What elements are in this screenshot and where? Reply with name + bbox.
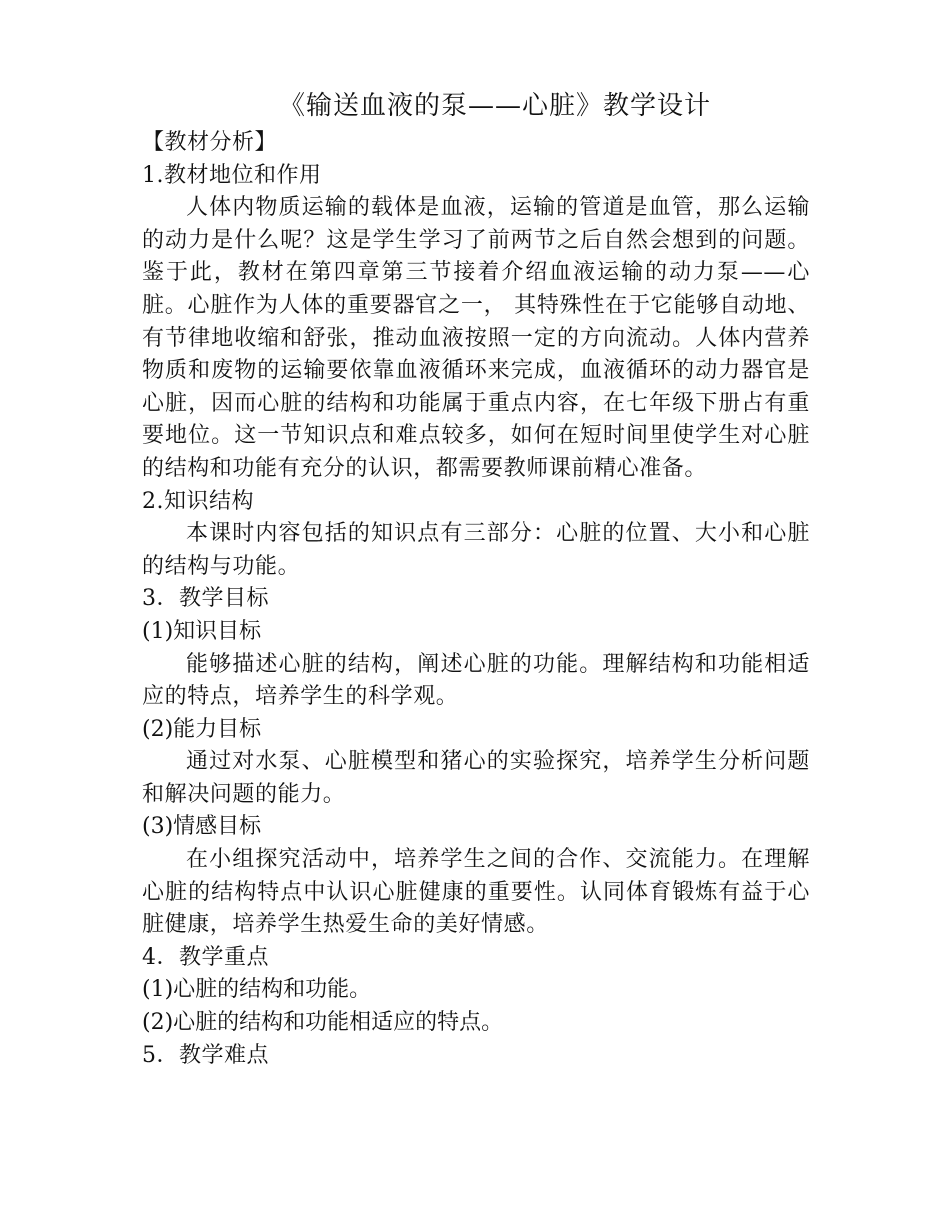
paragraph-position-role: 人体内物质运输的载体是血液，运输的管道是血管，那么运输的动力是什么呢？这是学生学习了前两节之后自然会想到的问题。鉴于此，教材在第四章第三节接着介绍血液运输的动力泵——心脏。心脏作为人体的重要器官之一， 其特殊性在于它能够自动地、有节律地收缩和舒张，推动血液按照一定的方向流动。人体内营养物质和废物的运输要依靠血液循环来完成，血液循环的动力器官是心脏，因而心脏的结构和功能属于重点内容，在七年级下册占有重要地位。这一节知识点和难点较多，如何在短时间里使学生对心脏的结构和功能有充分的认识，都需要教师课前精心准备。 [142,195,810,481]
subheading-position-role: 1.教材地位和作用 [142,162,322,188]
subheading-knowledge-structure: 2.知识结构 [142,488,254,514]
subheading-teaching-goals: 3．教学目标 [142,586,269,612]
document-title: 《输送血液的泵——心脏》教学设计 [278,91,711,121]
key-point-1: (1)心脏的结构和功能。 [142,977,372,1003]
goal-knowledge-text: 能够描述心脏的结构，阐述心脏的功能。理解结构和功能相适应的特点，培养学生的科学观。 [142,651,810,710]
goal-ability-text: 通过对水泵、心脏模型和猪心的实验探究，培养学生分析问题和解决问题的能力。 [142,749,810,807]
subheading-difficulties: 5．教学难点 [142,1042,269,1068]
paragraph-knowledge-structure: 本课时内容包括的知识点有三部分：心脏的位置、大小和心脏的结构与功能。 [142,521,810,579]
goal-ability-label: (2)能力目标 [142,716,262,742]
document-body [142,127,810,1072]
section-heading: 【教材分析】 [142,130,278,155]
goal-emotion-text: 在小组探究活动中，培养学生之间的合作、交流能力。在理解心脏的结构特点中认识心脏健康的重要性。认同体育锻炼有益于心脏健康，培养学生热爱生命的美好情感。 [142,847,810,938]
subheading-key-points: 4．教学重点 [142,944,269,970]
goal-knowledge-label: (1)知识目标 [142,618,262,644]
key-point-2: (2)心脏的结构和功能相适应的特点。 [142,1010,504,1036]
goal-emotion-label: (3)情感目标 [142,814,262,840]
